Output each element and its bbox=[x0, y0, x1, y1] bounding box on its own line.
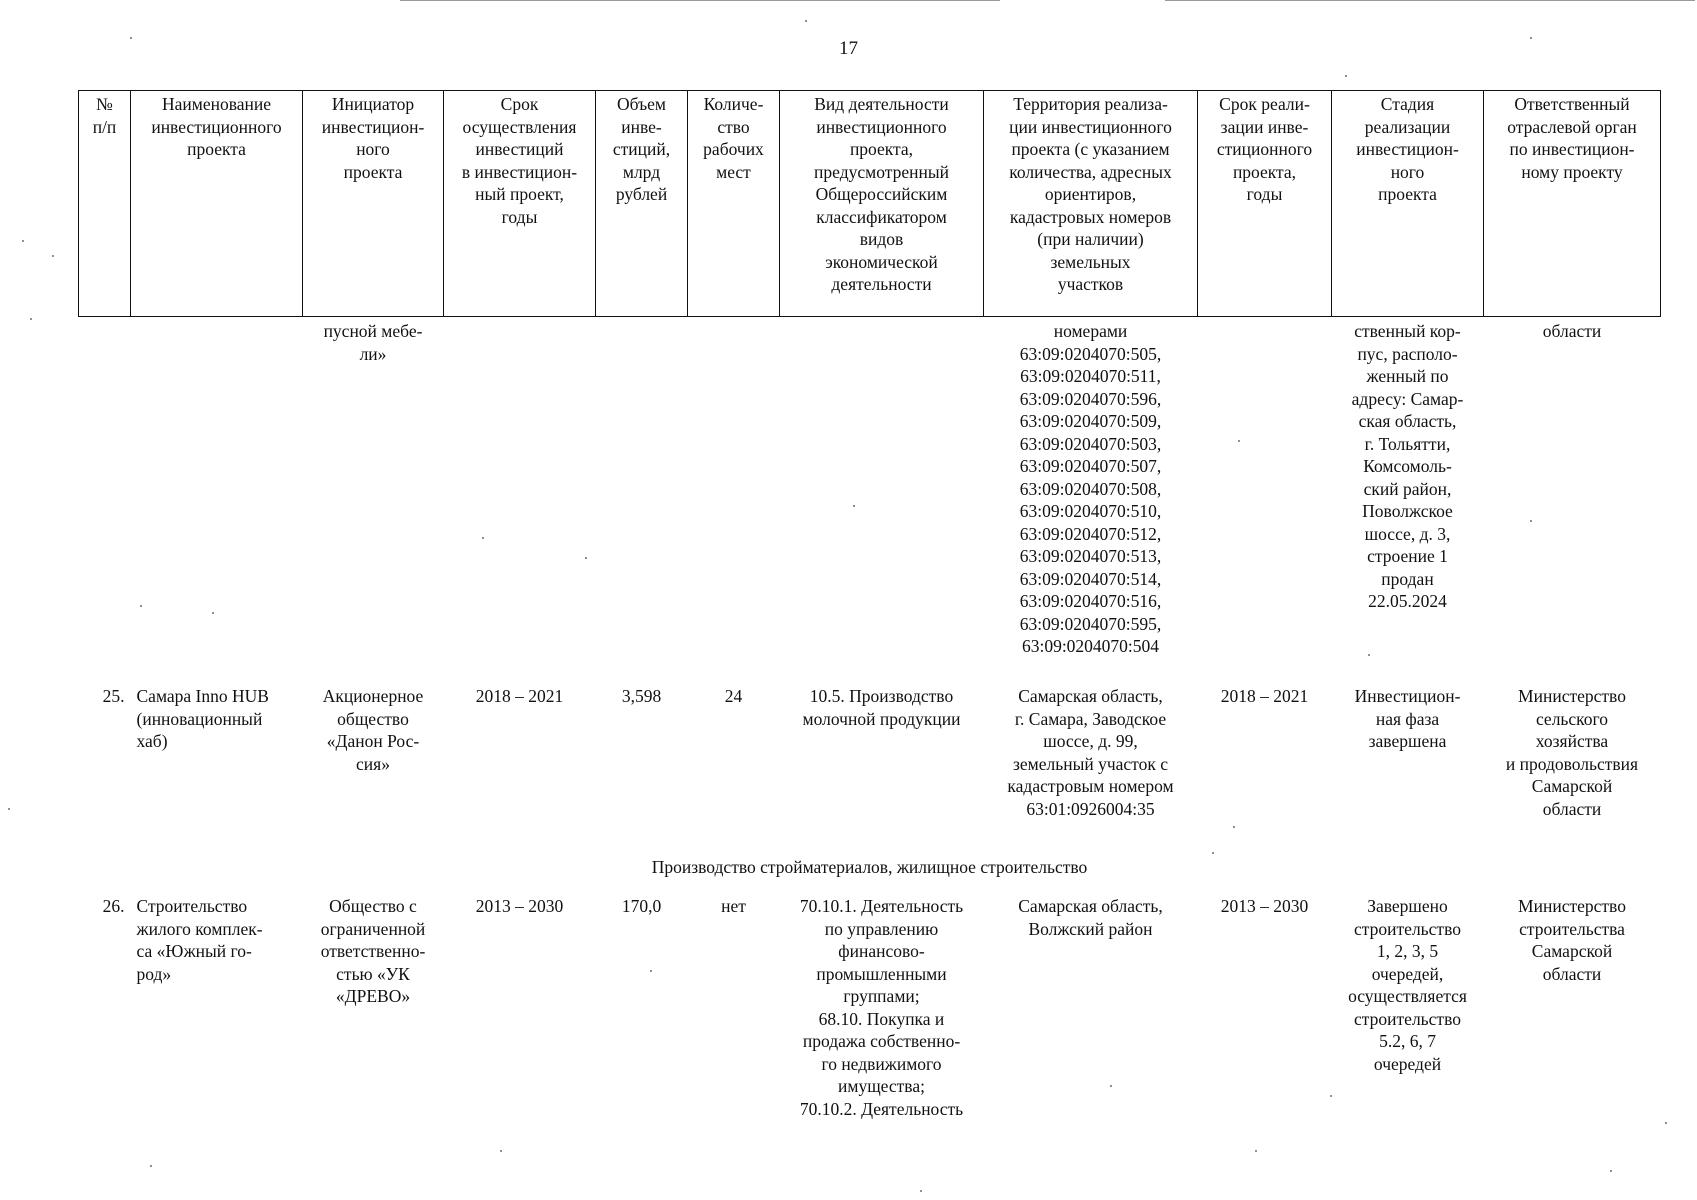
header-jobs: Количе- ство рабочих мест bbox=[688, 91, 780, 317]
investment-volume-cell: 170,0 bbox=[621, 896, 662, 916]
territory-cell: номерами 63:09:0204070:505, 63:09:0204070:511, 63:09:0204070:596, 63:09:0204070:509, 63:09:0204070:503, 63:09:0204070:507, 63:09:0204070:508, 63:09:0204070:510, 63:09:0204070:512, 63:09:0204070:513, 63:09:0204070:514, 63:09:0204070:516, 63:09:0204070:595, 63:09:0204070:504 bbox=[1019, 321, 1162, 656]
scan-speck bbox=[853, 505, 855, 507]
scan-speck bbox=[150, 1165, 152, 1167]
activity-cell: 10.5. Производство молочной продукции bbox=[802, 686, 961, 729]
header-activity: Вид деятельности инвестиционного проекта, предусмотренный Общероссийским классификатором видов экономической деятельности bbox=[780, 91, 984, 317]
scan-speck bbox=[1233, 826, 1235, 828]
table-row-25 bbox=[79, 685, 1661, 840]
territory-cell: Самарская область, г. Самара, Заводское шоссе, д. 99, земельный участок с кадастровым номером 63:01:0926004:35 bbox=[1007, 686, 1174, 819]
implementation-period-cell: 2018 – 2021 bbox=[1220, 686, 1309, 706]
investment-volume-cell: 3,598 bbox=[621, 686, 662, 706]
page-number: 17 bbox=[839, 38, 858, 59]
scan-speck bbox=[482, 537, 484, 539]
scan-speck bbox=[920, 1190, 922, 1192]
header-territory: Территория реализа- ции инвестиционного проекта (с указанием количества, адресных ориентиров, кадастровых номеров (при наличии) земельных участков bbox=[984, 91, 1198, 317]
initiator-cell: пусной мебе- ли» bbox=[323, 321, 423, 364]
scan-speck bbox=[1238, 440, 1240, 442]
stage-cell: Инвестицион- ная фаза завершена bbox=[1354, 686, 1461, 751]
scan-speck bbox=[52, 255, 54, 257]
header-agency: Ответственный отраслевой орган по инвестицион- ному проекту bbox=[1484, 91, 1661, 317]
scan-speck bbox=[1530, 520, 1532, 522]
scan-edge-line bbox=[1165, 0, 1695, 1]
initiator-cell: Общество с ограниченной ответственно- стью «УК «ДРЕВО» bbox=[320, 896, 426, 1006]
scan-speck bbox=[650, 970, 652, 972]
table-row-26 bbox=[79, 895, 1661, 1145]
scan-speck bbox=[1345, 75, 1347, 77]
investment-projects-table bbox=[78, 90, 1661, 1145]
agency-cell: Министерство сельского хозяйства и продовольствия Самарской области bbox=[1505, 686, 1639, 819]
project-name-cell: Самара Inno HUB (инновационный хаб) bbox=[136, 686, 269, 751]
project-name-cell: Строительство жилого комплек- са «Южный го- род» bbox=[136, 896, 263, 984]
scan-speck bbox=[8, 808, 10, 810]
scan-speck bbox=[1368, 654, 1370, 656]
scan-edge-line bbox=[400, 0, 1000, 1]
scan-speck bbox=[30, 318, 32, 320]
scan-speck bbox=[140, 605, 142, 607]
investment-period-cell: 2018 – 2021 bbox=[475, 686, 564, 706]
row-number-cell: 25. bbox=[102, 686, 125, 706]
scan-speck bbox=[500, 1150, 502, 1152]
jobs-cell: нет bbox=[721, 896, 746, 916]
activity-cell: 70.10.1. Деятельность по управлению финансово- промышленными группами; 68.10. Покупка и продажа собственно- го недвижимого имущества; 70.10.2. Деятельность bbox=[799, 896, 964, 1119]
scan-speck bbox=[585, 557, 587, 559]
scan-speck bbox=[1110, 1085, 1112, 1087]
scan-speck bbox=[22, 240, 24, 242]
jobs-cell: 24 bbox=[724, 686, 743, 706]
header-initiator: Инициатор инвестицион- ного проекта bbox=[303, 91, 444, 317]
header-project-name: Наименование инвестиционного проекта bbox=[131, 91, 303, 317]
row-number-cell: 26. bbox=[102, 896, 125, 916]
scan-speck bbox=[1255, 1150, 1257, 1152]
scan-speck bbox=[1530, 37, 1532, 39]
scan-speck bbox=[805, 20, 807, 22]
territory-cell: Самарская область, Волжский район bbox=[1018, 896, 1163, 939]
agency-cell: области bbox=[1542, 321, 1602, 341]
initiator-cell: Акционерное общество «Данон Рос- сия» bbox=[322, 686, 424, 774]
agency-cell: Министерство строительства Самарской области bbox=[1518, 896, 1626, 984]
table-header-row bbox=[79, 91, 1661, 317]
implementation-period-cell: 2013 – 2030 bbox=[1220, 896, 1309, 916]
stage-cell: Завершено строительство 1, 2, 3, 5 очередей, осуществляется строительство 5.2, 6, 7 очередей bbox=[1348, 896, 1467, 1074]
scan-speck bbox=[1330, 1095, 1332, 1097]
investment-period-cell: 2013 – 2030 bbox=[475, 896, 564, 916]
scan-speck bbox=[1212, 852, 1214, 854]
header-investment-volume: Объем инве- стиций, млрд рублей bbox=[596, 91, 688, 317]
scan-speck bbox=[212, 612, 214, 614]
table-row-continuation bbox=[79, 317, 1661, 686]
scan-speck bbox=[130, 37, 132, 39]
section-heading-row bbox=[79, 840, 1661, 895]
scan-speck bbox=[1665, 1122, 1667, 1124]
header-investment-period: Срок осуществления инвестиций в инвестицион- ный проект, годы bbox=[444, 91, 596, 317]
header-implementation-period: Срок реали- зации инве- стиционного проекта, годы bbox=[1198, 91, 1332, 317]
stage-cell: ственный кор- пус, располо- женный по адресу: Самар- ская область, г. Тольятти, Комсомоль- ский район, Поволжское шоссе, д. 3, строение 1 продан 22.05.2024 bbox=[1351, 321, 1464, 611]
section-title: Производство стройматериалов, жилищное строительство bbox=[651, 857, 1088, 878]
header-number: № п/п bbox=[79, 91, 131, 317]
scan-speck bbox=[1610, 1170, 1612, 1172]
header-stage: Стадия реализации инвестицион- ного проекта bbox=[1332, 91, 1484, 317]
